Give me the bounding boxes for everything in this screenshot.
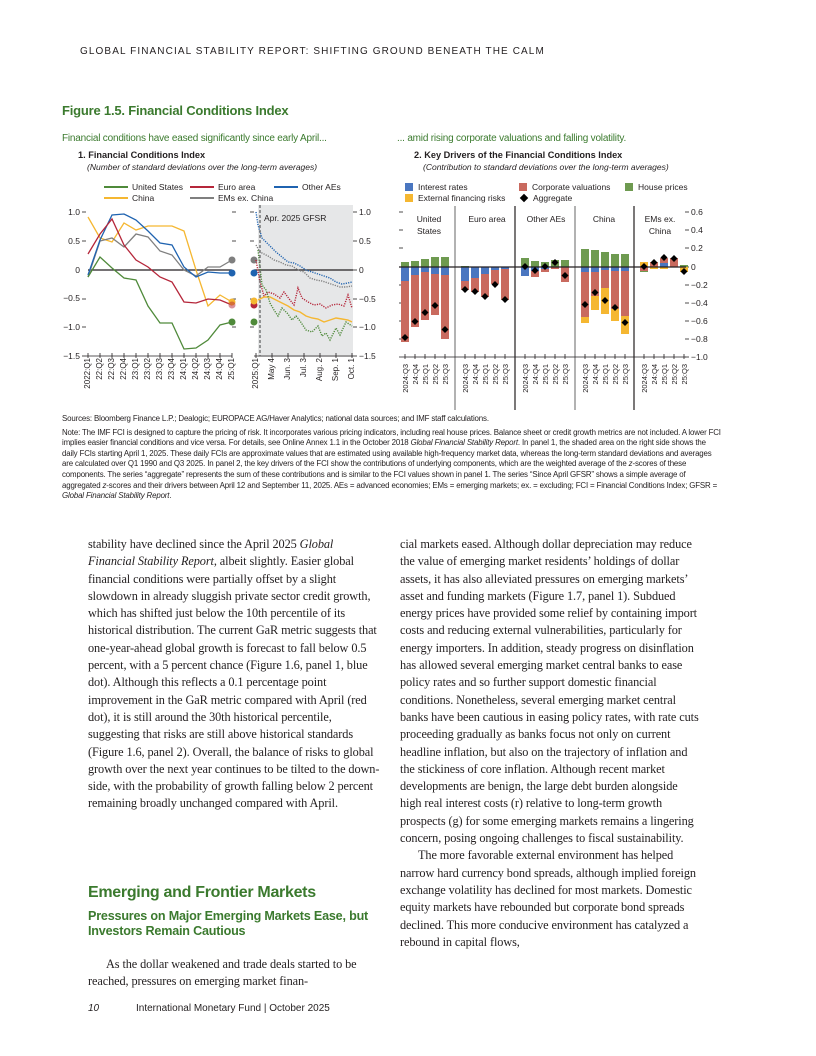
shaded-annotation: Apr. 2025 GFSR [264,213,327,223]
svg-text:−1.0: −1.0 [691,352,708,362]
svg-text:−0.8: −0.8 [691,334,708,344]
square-swatch-icon [405,183,413,191]
x-tick: 23:Q2 [143,358,152,380]
note-text: Note: The IMF FCI is designed to capture the pricing of risk. It incorporates various pricing indicators, including real house prices. Balance sheet or credit growth metrics are not included. A lower FCI implies easier financial conditions and vice versa. For details, see Online Annex 1.1 in the October 2018 Global Financial Stability Report. In panel 1, the shaded area on the right side shows the daily FCIs starting April 1, 2025. These daily FCIs are approximate values that are estimated using available high-frequency market data, whereas the long-term standard deviations and averages are calculated over Q1 1990 and Q3 2025. In panel 2, the key drivers of the FCI show the contributions of underlying components, which are the weighted average of the z-scores of these components. The series “aggregate” represents the sum of these contributions and is similar to the FCI values shown in panel 1. The series “Since April GFSR” shows a simple average of aggregated z-scores and their drivers between April 12 and September 11, 2025. AEs = advanced economies; EMs = emerging markets; ex. = excluding; FCI = Financial Conditions Index; GFSR = Global Financial Stability Report. [62,427,721,501]
svg-text:Euro area: Euro area [468,214,506,224]
legend-label: Interest rates [418,182,468,192]
section-heading: Emerging and Frontier Markets [88,884,316,901]
body-right-column [400,536,700,951]
panel2-title: 2. Key Drivers of the Financial Conditions Index [414,150,623,160]
x-tick: 25:Q3 [621,364,630,385]
legend-item-other-aes [274,182,341,192]
legend-item-interest-rates [405,182,468,192]
svg-text:1.0: 1.0 [68,207,80,217]
x-tick: 25:Q1 [481,364,490,385]
x-tick: 25:Q2 [491,364,500,385]
svg-text:Other AEs: Other AEs [526,214,566,224]
svg-text:0: 0 [691,262,696,272]
x-tick: 25:Q3 [501,364,510,385]
legend-label: United States [132,182,184,192]
svg-text:−0.4: −0.4 [691,298,708,308]
svg-text:States: States [416,226,442,236]
svg-text:−1.0: −1.0 [63,322,80,332]
x-tick: 25:Q1 [421,364,430,385]
legend-item-euro-area [190,182,255,192]
legend-item-house-prices [625,182,688,192]
x-tick: 25:Q3 [561,364,570,385]
figure-subtitle-left: Financial conditions have eased significantly since early April... [62,133,327,144]
x-tick: 25:Q1 [601,364,610,385]
figure-title: Figure 1.5. Financial Conditions Index [62,103,289,118]
line-swatch-icon [190,186,214,188]
x-tick: Sep. 1 [331,358,340,382]
svg-text:0.5: 0.5 [359,236,371,246]
sources-text: Sources: Bloomberg Finance L.P.; Dealogic; EUROPACE AG/Haver Analytics; national data sources; and IMF staff calculations. [62,414,489,423]
svg-text:EMs ex.: EMs ex. [644,214,676,224]
svg-text:−0.6: −0.6 [691,316,708,326]
svg-text:1.0: 1.0 [359,207,371,217]
x-tick: 2024:Q3 [521,364,530,393]
body-paragraph: cial markets eased. Although dollar depreciation may reduce the value of emerging market residents’ holdings of dollar assets, it has also alleviated pressures on emerging markets’ asset and funding markets (Figure 1.7, panel 1). Subdued energy prices have provided some relief by containing import costs and reducing external vulnerabilities, particularly for energy importers. In addition, steady progress on disinflation has allowed several emerging market central banks to ease policy rates and so further support domestic financial conditions. Nonetheless, several emerging market central banks have been cautious in easing policy rates, with rate cuts proceeding gradually as banks focus not only on current headline inflation, but also on the trajectory of inflation and the stickiness of core inflation. Although recent market developments are benign, the large debt burden alongside high real interest costs (r) relative to long-term growth prospects (g) for some emerging markets remains a lingering concern, posing ongoing challenges to fiscal sustainability. [400,537,699,846]
x-tick: 25:Q2 [670,364,679,385]
body-left-column [88,536,380,813]
x-tick: 22:Q3 [107,358,116,380]
x-tick: Aug. 2 [315,358,324,382]
svg-text:0: 0 [359,265,364,275]
square-swatch-icon [519,183,527,191]
body-paragraph: stability have declined since the April 2025 Global Financial Stability Report, albeit slightly. Easier global financial conditions were partially offset by a slight slowdown in already sluggish private sector credit growth, which has shifted just below the 10th percentile of its historical distribution. The current GaR metric suggests that one-year-ahead global growth is forecast to fall below 0.5 percent, with a 5 percent chance (Figure 1.6, panel 1, blue dot). Although this reflects a 0.1 percentage point improvement in the GaR metric compared with April (red dot), it is still around the 30th historical percentile, suggesting that risks are still above historical standards (Figure 1.6, panel 2). Overall, the balance of risks to global growth over the next year continues to be tilted to the downside, with the probability of growth falling below 2 percent remaining broadly unchanged compared with April. [88,537,380,811]
svg-text:−1.5: −1.5 [359,351,376,361]
x-tick: 2025:Q1 [251,358,260,389]
x-tick: 25:Q2 [431,364,440,385]
svg-text:United: United [416,214,442,224]
line-swatch-icon [104,186,128,188]
x-tick: 24:Q2 [191,358,200,380]
svg-text:−1.5: −1.5 [63,351,80,361]
svg-text:0.4: 0.4 [691,225,703,235]
line-swatch-icon [274,186,298,188]
figure-notes [62,414,722,502]
svg-text:−1.0: −1.0 [359,322,376,332]
x-tick: 24:Q1 [179,358,188,380]
legend-label: House prices [638,182,688,192]
x-tick: Oct. 1 [347,358,356,380]
footer-text: International Monetary Fund | October 2025 [136,1003,330,1014]
svg-text:0.2: 0.2 [691,243,703,253]
legend-label: China [132,193,155,203]
legend-label: EMs ex. China [218,193,274,203]
panel1-title: 1. Financial Conditions Index [78,150,206,160]
legend-label: External financing risks [418,193,506,203]
x-tick: 25:Q2 [551,364,560,385]
x-tick: 2024:Q3 [461,364,470,393]
legend-label: Other AEs [302,182,341,192]
legend-label: Euro area [218,182,256,192]
x-tick: 25:Q1 [227,358,236,380]
svg-text:0: 0 [75,265,80,275]
x-tick: Jul. 3 [299,358,308,378]
legend-label: Corporate valuations [532,182,611,192]
x-tick: 24:Q4 [215,358,224,380]
x-tick: 24:Q4 [650,364,659,385]
x-tick: 2024:Q3 [401,364,410,393]
svg-text:China: China [592,214,616,224]
svg-text:0.5: 0.5 [68,236,80,246]
panel2-unit: (Contribution to standard deviations over the long-term averages) [423,162,669,172]
x-tick: 25:Q2 [611,364,620,385]
x-tick: 25:Q3 [680,364,689,385]
x-tick: 23:Q4 [167,358,176,380]
shaded-region [258,205,353,357]
legend-item-corporate-valuations [519,182,610,192]
x-tick: 24:Q3 [203,358,212,380]
x-tick: 25:Q1 [660,364,669,385]
x-tick: 24:Q4 [531,364,540,385]
x-tick: 25:Q3 [441,364,450,385]
body-paragraph: As the dollar weakened and trade deals started to be reached, pressures on emerging market finan- [88,957,357,989]
x-tick: 2024:Q3 [640,364,649,393]
body-paragraph: The more favorable external environment has helped narrow hard currency bond spreads, although implied foreign exchange volatility has declined for most markets. Domestic equity markets have rebounded but corporate bond spreads declined. This more conducive environment has catalyzed a rebound in capital flows, [400,848,696,949]
svg-text:0.6: 0.6 [691,207,703,217]
x-tick: 23:Q1 [131,358,140,380]
running-head: GLOBAL FINANCIAL STABILITY REPORT: SHIFTING GROUND BENEATH THE CALM [80,46,545,57]
svg-text:−0.2: −0.2 [691,280,708,290]
line-swatch-icon [190,197,214,199]
x-tick: 25:Q1 [541,364,550,385]
square-swatch-icon [625,183,633,191]
x-tick: Jun. 3 [283,358,292,380]
legend-label: Aggregate [533,193,573,203]
svg-text:−0.5: −0.5 [63,293,80,303]
subsection-heading: Pressures on Major Emerging Markets Ease, but Investors Remain Cautious [88,909,369,938]
x-tick: 2024:Q3 [581,364,590,393]
x-tick: 24:Q4 [471,364,480,385]
x-tick: 2022:Q1 [83,358,92,389]
x-tick: 23:Q3 [155,358,164,380]
svg-text:China: China [648,226,672,236]
line-swatch-icon [104,197,128,199]
page-number: 10 [88,1003,100,1014]
x-tick: May 4 [267,358,276,380]
legend-item-united-states [104,182,183,192]
x-tick: 22:Q2 [95,358,104,380]
body-left-column-2 [88,956,380,991]
x-tick: 24:Q4 [411,364,420,385]
svg-text:−0.5: −0.5 [359,294,376,304]
panel1-unit: (Number of standard deviations over the long-term averages) [87,162,318,172]
x-tick: 22:Q4 [119,358,128,380]
x-tick: 24:Q4 [591,364,600,385]
figure-subtitle-right: ... amid rising corporate valuations and falling volatility. [397,133,627,144]
